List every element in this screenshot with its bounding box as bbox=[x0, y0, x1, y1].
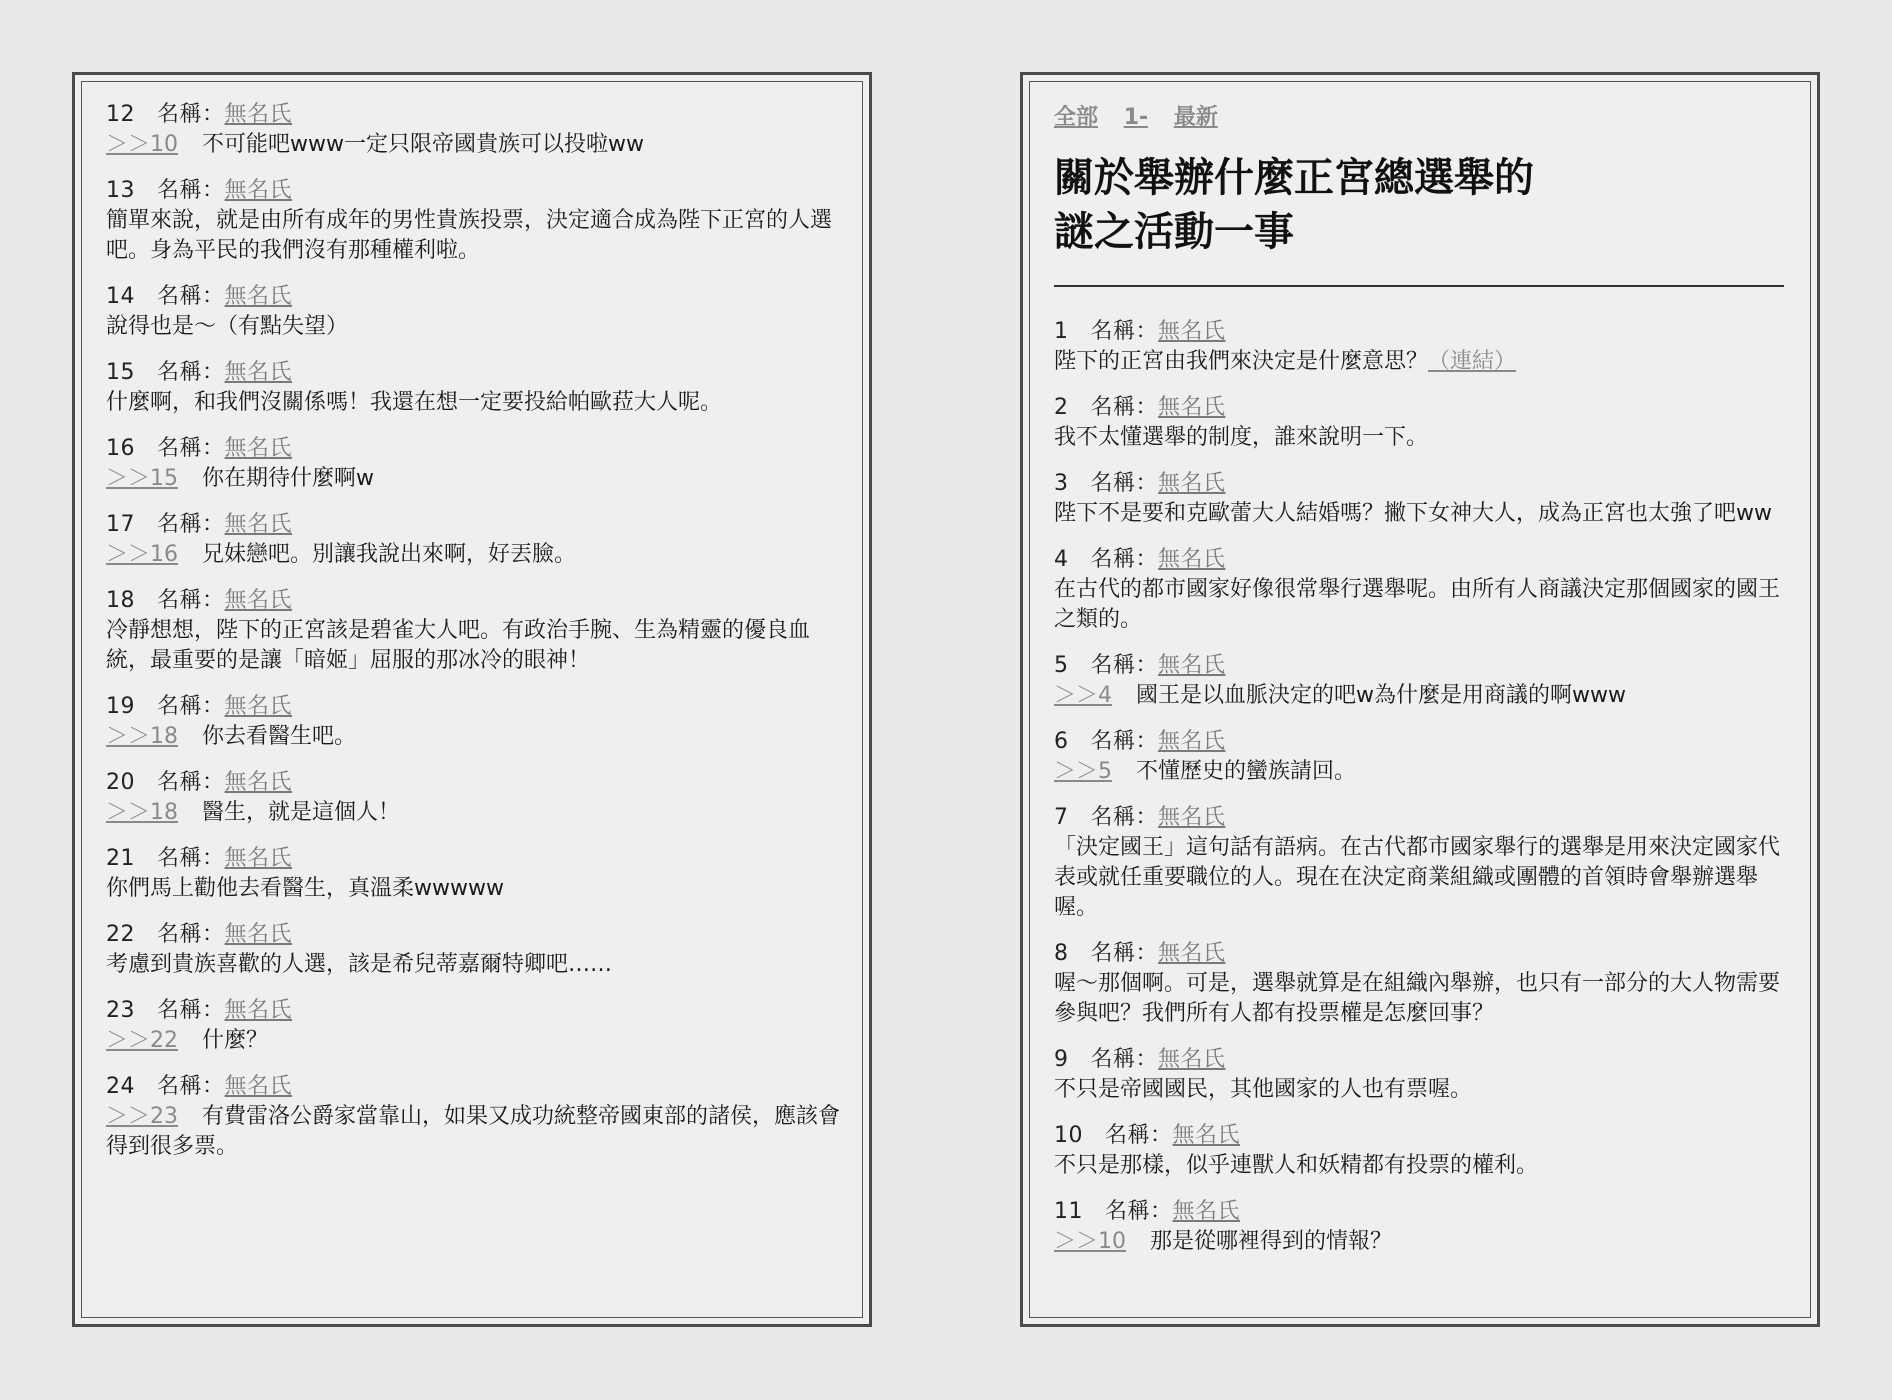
post bbox=[106, 1072, 846, 1162]
post bbox=[106, 996, 846, 1056]
post bbox=[1054, 1045, 1794, 1105]
post bbox=[1054, 317, 1794, 377]
poster-name-link[interactable]: 無名氏 bbox=[224, 360, 293, 385]
post-text: 「決定國王」這句話有語病。在古代都市國家舉行的選舉是用來決定國家代表或就任重要職位的人。現在在決定商業組織或團體的首領時會舉辦選舉喔。 bbox=[1054, 835, 1781, 920]
post bbox=[1054, 1121, 1794, 1181]
post-body bbox=[106, 1026, 846, 1056]
reply-anchor-link[interactable]: ＞＞10 bbox=[1054, 1229, 1126, 1254]
post-header bbox=[1054, 939, 1794, 969]
name-label: 名稱： bbox=[157, 436, 225, 461]
poster-name-link[interactable]: 無名氏 bbox=[1158, 471, 1226, 496]
name-label: 名稱： bbox=[1090, 805, 1159, 830]
post-number: 6 bbox=[1054, 729, 1069, 754]
reply-anchor-link[interactable]: ＞＞22 bbox=[106, 1028, 178, 1053]
post-header bbox=[1054, 317, 1794, 347]
post bbox=[1054, 939, 1794, 1029]
post-body bbox=[106, 950, 846, 980]
post-number: 16 bbox=[106, 436, 135, 461]
post bbox=[106, 358, 846, 418]
reply-anchor-link[interactable]: ＞＞10 bbox=[106, 132, 178, 157]
poster-name-link[interactable]: 無名氏 bbox=[224, 512, 293, 537]
post bbox=[1054, 545, 1794, 635]
name-label: 名稱： bbox=[157, 178, 225, 203]
post-number: 10 bbox=[1054, 1123, 1083, 1148]
post-header bbox=[106, 282, 846, 312]
reply-anchor-link[interactable]: ＞＞15 bbox=[106, 466, 178, 491]
name-label: 名稱： bbox=[157, 1074, 225, 1099]
name-label: 名稱： bbox=[157, 360, 225, 385]
post-header bbox=[106, 100, 846, 130]
name-label: 名稱： bbox=[157, 998, 225, 1023]
post-header bbox=[106, 768, 846, 798]
post-header bbox=[1054, 651, 1794, 681]
post-number: 21 bbox=[106, 846, 135, 871]
post-text: 陛下不是要和克歐蕾大人結婚嗎？撇下女神大人，成為正宮也太強了吧ww bbox=[1054, 501, 1772, 526]
poster-name-link[interactable]: 無名氏 bbox=[224, 436, 293, 461]
post-number: 13 bbox=[106, 178, 135, 203]
post-number: 24 bbox=[106, 1074, 135, 1099]
post-header bbox=[1054, 393, 1794, 423]
post-text: 不只是那樣，似乎連獸人和妖精都有投票的權利。 bbox=[1054, 1153, 1539, 1178]
reply-anchor-link[interactable]: ＞＞18 bbox=[106, 724, 178, 749]
thread-title bbox=[1054, 151, 1794, 259]
post-body bbox=[1054, 1075, 1794, 1105]
post-header bbox=[1054, 545, 1794, 575]
post-body bbox=[106, 874, 846, 904]
poster-name-link[interactable]: 無名氏 bbox=[224, 694, 293, 719]
post bbox=[106, 282, 846, 342]
post bbox=[106, 768, 846, 828]
poster-name-link[interactable]: 無名氏 bbox=[224, 588, 293, 613]
name-label: 名稱： bbox=[1090, 319, 1159, 344]
name-label: 名稱： bbox=[157, 512, 225, 537]
post-number: 23 bbox=[106, 998, 135, 1023]
post bbox=[106, 692, 846, 752]
poster-name-link[interactable]: 無名氏 bbox=[1158, 1047, 1226, 1072]
name-label: 名稱： bbox=[1105, 1123, 1173, 1148]
post-number: 20 bbox=[106, 770, 135, 795]
post-header bbox=[106, 920, 846, 950]
name-label: 名稱： bbox=[157, 694, 225, 719]
post-number: 22 bbox=[106, 922, 135, 947]
post-body bbox=[106, 616, 846, 676]
post-text: 陛下的正宮由我們來決定是什麼意思？ bbox=[1054, 349, 1429, 374]
post-header bbox=[106, 996, 846, 1026]
poster-name-link[interactable]: 無名氏 bbox=[224, 102, 293, 127]
post-header bbox=[106, 844, 846, 874]
reply-anchor-link[interactable]: ＞＞5 bbox=[1054, 759, 1112, 784]
name-label: 名稱： bbox=[157, 102, 225, 127]
name-label: 名稱： bbox=[157, 588, 225, 613]
poster-name-link[interactable]: 無名氏 bbox=[224, 846, 293, 871]
title-divider bbox=[1054, 285, 1784, 287]
post bbox=[106, 176, 846, 266]
post-text: 喔～那個啊。可是，選舉就算是在組織內舉辦，也只有一部分的大人物需要參與吧？我們所有人都有投票權是怎麼回事？ bbox=[1054, 971, 1781, 1026]
post-number: 5 bbox=[1054, 653, 1069, 678]
poster-name-link[interactable]: 無名氏 bbox=[224, 284, 293, 309]
post-text: 什麼？ bbox=[202, 1028, 269, 1053]
post-text: 國王是以血脈決定的吧w為什麼是用商議的啊www bbox=[1136, 683, 1626, 708]
nav-all-link[interactable]: 全部 bbox=[1054, 105, 1099, 130]
post-text: 冷靜想想，陛下的正宮該是碧雀大人吧。有政治手腕、生為精靈的優良血統，最重要的是讓「暗姬」屈服的那冰冷的眼神！ bbox=[106, 618, 811, 673]
poster-name-link[interactable]: 無名氏 bbox=[1172, 1123, 1241, 1148]
post-number: 11 bbox=[1054, 1199, 1083, 1224]
poster-name-link[interactable]: 無名氏 bbox=[224, 998, 293, 1023]
post-number: 9 bbox=[1054, 1047, 1069, 1072]
right-thread bbox=[1054, 100, 1794, 1273]
post-text: 那是從哪裡得到的情報？ bbox=[1150, 1229, 1393, 1254]
post-header bbox=[106, 692, 846, 722]
post bbox=[106, 510, 846, 570]
post-text: 兄妹戀吧。別讓我說出來啊，好丟臉。 bbox=[202, 542, 577, 567]
nav-latest-link[interactable]: 最新 bbox=[1173, 105, 1218, 130]
post-header bbox=[1054, 469, 1794, 499]
post-number: 2 bbox=[1054, 395, 1069, 420]
post-body bbox=[106, 130, 846, 160]
poster-name-link[interactable]: 無名氏 bbox=[1158, 319, 1226, 344]
post-header bbox=[1054, 803, 1794, 833]
name-label: 名稱： bbox=[1090, 471, 1159, 496]
post-header bbox=[106, 434, 846, 464]
reply-anchor-link[interactable]: ＞＞18 bbox=[106, 800, 178, 825]
name-label: 名稱： bbox=[1090, 1047, 1159, 1072]
post-text: 你在期待什麼啊w bbox=[202, 466, 374, 491]
external-link[interactable]: （連結） bbox=[1428, 349, 1517, 374]
post-number: 8 bbox=[1054, 941, 1069, 966]
post-header bbox=[106, 358, 846, 388]
name-label: 名稱： bbox=[157, 922, 225, 947]
post-body bbox=[106, 540, 846, 570]
post-body bbox=[1054, 423, 1794, 453]
post-number: 7 bbox=[1054, 805, 1069, 830]
name-label: 名稱： bbox=[1090, 729, 1159, 754]
post-text: 你們馬上勸他去看醫生，真溫柔wwwww bbox=[106, 876, 504, 901]
name-label: 名稱： bbox=[1090, 653, 1159, 678]
post-number: 15 bbox=[106, 360, 135, 385]
post-text: 不只是帝國國民，其他國家的人也有票喔。 bbox=[1054, 1077, 1473, 1102]
post-number: 3 bbox=[1054, 471, 1069, 496]
poster-name-link[interactable]: 無名氏 bbox=[224, 922, 293, 947]
post-number: 1 bbox=[1054, 319, 1069, 344]
post-text: 不可能吧www一定只限帝國貴族可以投啦ww bbox=[202, 132, 644, 157]
post-number: 17 bbox=[106, 512, 135, 537]
post bbox=[1054, 651, 1794, 711]
post-text: 在古代的都市國家好像很常舉行選舉呢。由所有人商議決定那個國家的國王之類的。 bbox=[1054, 577, 1781, 632]
post-text: 簡單來說，就是由所有成年的男性貴族投票，決定適合成為陛下正宮的人選吧。身為平民的我們沒有那種權利啦。 bbox=[106, 208, 833, 263]
post-text: 不懂歷史的蠻族請回。 bbox=[1136, 759, 1357, 784]
post-number: 14 bbox=[106, 284, 135, 309]
reply-anchor-link[interactable]: ＞＞4 bbox=[1054, 683, 1112, 708]
poster-name-link[interactable]: 無名氏 bbox=[1158, 729, 1226, 754]
post-header bbox=[1054, 1121, 1794, 1151]
left-thread-posts bbox=[106, 100, 846, 1178]
post-body bbox=[106, 1102, 846, 1162]
post-body bbox=[106, 798, 846, 828]
post-body bbox=[1054, 1151, 1794, 1181]
post-number: 18 bbox=[106, 588, 135, 613]
poster-name-link[interactable]: 無名氏 bbox=[224, 770, 293, 795]
post bbox=[1054, 1197, 1794, 1257]
post-number: 4 bbox=[1054, 547, 1069, 572]
right-thread-posts bbox=[1054, 317, 1794, 1257]
post bbox=[1054, 393, 1794, 453]
poster-name-link[interactable]: 無名氏 bbox=[1158, 653, 1226, 678]
name-label: 名稱： bbox=[1105, 1199, 1173, 1224]
thread-nav bbox=[1054, 100, 1794, 131]
poster-name-link[interactable]: 無名氏 bbox=[1158, 395, 1226, 420]
reply-anchor-link[interactable]: ＞＞23 bbox=[106, 1104, 178, 1129]
post-body bbox=[1054, 575, 1794, 635]
post-header bbox=[106, 586, 846, 616]
post-header bbox=[106, 510, 846, 540]
post-body bbox=[1054, 757, 1794, 787]
post-number: 19 bbox=[106, 694, 135, 719]
reply-anchor-link[interactable]: ＞＞16 bbox=[106, 542, 178, 567]
post bbox=[1054, 803, 1794, 923]
poster-name-link[interactable]: 無名氏 bbox=[1158, 941, 1226, 966]
post-header bbox=[106, 1072, 846, 1102]
nav-range-link[interactable]: 1- bbox=[1123, 105, 1149, 130]
post-body bbox=[1054, 347, 1794, 377]
post bbox=[106, 920, 846, 980]
post-header bbox=[1054, 727, 1794, 757]
poster-name-link[interactable]: 無名氏 bbox=[1158, 547, 1226, 572]
post bbox=[106, 100, 846, 160]
post-text: 醫生，就是這個人！ bbox=[202, 800, 401, 825]
post-body bbox=[1054, 681, 1794, 711]
post-body bbox=[106, 312, 846, 342]
post-header bbox=[106, 176, 846, 206]
post-number: 12 bbox=[106, 102, 135, 127]
name-label: 名稱： bbox=[1090, 941, 1159, 966]
post-header bbox=[1054, 1197, 1794, 1227]
post-header bbox=[1054, 1045, 1794, 1075]
poster-name-link[interactable]: 無名氏 bbox=[224, 1074, 293, 1099]
name-label: 名稱： bbox=[157, 770, 225, 795]
post bbox=[106, 586, 846, 676]
poster-name-link[interactable]: 無名氏 bbox=[224, 178, 293, 203]
post-body bbox=[106, 722, 846, 752]
thread-title-line2: 謎之活動一事 bbox=[1054, 209, 1294, 255]
post-body bbox=[1054, 1227, 1794, 1257]
post-text: 我不太懂選舉的制度，誰來說明一下。 bbox=[1054, 425, 1429, 450]
post-body bbox=[1054, 969, 1794, 1029]
thread-title-line1: 關於舉辦什麼正宮總選舉的 bbox=[1054, 155, 1534, 201]
poster-name-link[interactable]: 無名氏 bbox=[1172, 1199, 1241, 1224]
post-body bbox=[1054, 833, 1794, 923]
post bbox=[106, 844, 846, 904]
post-body bbox=[1054, 499, 1794, 529]
post-text: 有費雷洛公爵家當靠山，如果又成功統整帝國東部的諸侯，應該會得到很多票。 bbox=[106, 1104, 841, 1159]
post-body bbox=[106, 206, 846, 266]
post-body bbox=[106, 388, 846, 418]
name-label: 名稱： bbox=[157, 846, 225, 871]
post bbox=[106, 434, 846, 494]
post bbox=[1054, 727, 1794, 787]
post-text: 你去看醫生吧。 bbox=[202, 724, 357, 749]
name-label: 名稱： bbox=[157, 284, 225, 309]
post-text: 什麼啊，和我們沒關係嗎！我還在想一定要投給帕歐菈大人呢。 bbox=[106, 390, 723, 415]
name-label: 名稱： bbox=[1090, 395, 1159, 420]
post bbox=[1054, 469, 1794, 529]
poster-name-link[interactable]: 無名氏 bbox=[1158, 805, 1226, 830]
name-label: 名稱： bbox=[1090, 547, 1159, 572]
post-text: 考慮到貴族喜歡的人選，該是希兒蒂嘉爾特卿吧…… bbox=[106, 952, 613, 977]
post-text: 說得也是～（有點失望） bbox=[106, 314, 349, 339]
post-body bbox=[106, 464, 846, 494]
